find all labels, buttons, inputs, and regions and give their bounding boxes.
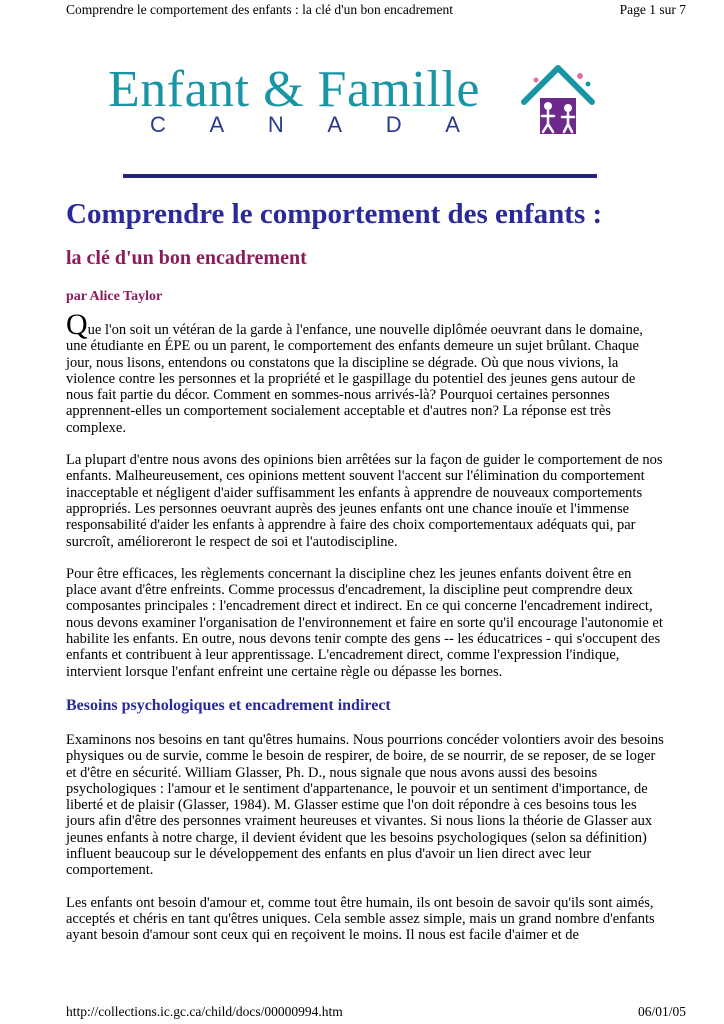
print-header-title: Comprendre le comportement des enfants : la clé d'un bon encadrement xyxy=(66,2,454,17)
paragraph-text: ue l'on soit un vétéran de la garde à l'enfance, une nouvelle diplômée oeuvrant dans le domaine, une étudiante en ÉPE ou un parent, le comportement des enfants demeure un sujet brûlant. Chaque jour, nous lisons, entendons ou constatons que la discipline se dégrade. Où que nous vivions, la violence contre les personnes et la propriété et le gaspillage du potentiel des jeunes gens autour de nous fait partie du décor. Comment en sommes-nous arrivés-là? Pourquoi certaines personnes apprennent-elles un comportement socialement acceptable et d'autres non? La réponse est très complexe. xyxy=(66,322,643,436)
article-body xyxy=(66,308,664,960)
site-logo[interactable] xyxy=(108,60,598,142)
section-heading: Besoins psychologiques et encadrement indirect xyxy=(66,696,391,714)
logo-wordmark: Enfant & Famille xyxy=(108,61,480,118)
print-footer-url: http://collections.ic.gc.ca/child/docs/00000994.htm xyxy=(66,1004,343,1019)
paragraph: La plupart d'entre nous avons des opinions bien arrêtées sur la façon de guider le comportement de nos enfants. Malheureusement, ces opinions mettent souvent l'accent sur l'élimination du comportement inacceptable et négligent d'aider suffisamment les enfants à apprendre de nouveaux comportements appropriés. Les personnes oeuvrant auprès des jeunes enfants ont une chance inouïe et l'immense responsabilité d'aider les enfants à apprendre à faire des choix comportementaux adéquats qui, par surcroît, amélioreront le respect de soi et l'autodiscipline. xyxy=(66,452,663,550)
print-footer-date: 06/01/05 xyxy=(637,1004,686,1019)
logo-letter: D xyxy=(385,112,402,137)
print-header-page-number: Page 1 sur 7 xyxy=(619,2,686,17)
article-author: par Alice Taylor xyxy=(66,289,163,304)
logo-letter: A xyxy=(445,112,460,137)
paragraph xyxy=(66,308,664,436)
paragraph: Les enfants ont besoin d'amour et, comme tout être humain, ils ont besoin de savoir qu'ils sont aimés, acceptés et chéris en tant qu'êtres uniques. Cela semble assez simple, mais un grand nombre d'enfants ayant besoin d'amour sont ceux qui en reçoivent le moins. Il nous est facile d'aimer et de xyxy=(66,894,655,944)
logo-letter: A xyxy=(327,112,343,137)
header-divider xyxy=(123,174,597,178)
logo-letter: N xyxy=(267,112,284,137)
paragraph: Examinons nos besoins en tant qu'êtres humains. Nous pourrions concéder volontiers avoir des besoins physiques ou de survie, comme le besoin de respirer, de boire, de se nourrir, de se reposer, de se loger et d'être en sécurité. William Glasser, Ph. D., nous signale que nous avons aussi des besoins psychologiques : l'amour et le sentiment d'appartenance, le pouvoir et un sentiment d'importance, de liberté et de plaisir (Glasser, 1984). M. Glasser estime que l'on doit répondre à ces besoins tous les jours afin d'être des personnes vraiment heureuses et vivantes. Si nous lions la théorie de Glasser aux jeunes enfants à notre charge, il devient évident que les besoins psychologiques (selon sa définition) influent beaucoup sur le développement des enfants en plus d'avoir un lien direct avec leur comportement. xyxy=(66,731,664,879)
logo-letter: C xyxy=(150,112,166,137)
logo-letter: A xyxy=(209,112,225,137)
drop-cap: Q xyxy=(66,308,88,341)
logo-country xyxy=(150,112,460,138)
paragraph: Pour être efficaces, les règlements concernant la discipline chez les jeunes enfants doivent être en place avant d'être enfreints. Comme processus d'encadrement, la discipline peut comprendre deux composantes principales : l'encadrement direct et indirect. En ce qui concerne l'encadrement indirect, nous devons examiner l'organisation de l'environnement et faire en sorte qu'il encourage l'autonomie et habilite les enfants. En outre, nous devons tenir compte des gens -- les éducatrices - qui s'occupent des enfants et contribuent à leur apprentissage. L'encadrement direct, comme l'expression l'indique, intervient lorsque l'enfant enfreint une certaine règle ou dépasse les bornes. xyxy=(66,565,663,680)
house-children-icon xyxy=(518,62,598,138)
article-title: Comprendre le comportement des enfants : xyxy=(66,198,603,230)
article-subtitle: la clé d'un bon encadrement xyxy=(66,247,307,269)
